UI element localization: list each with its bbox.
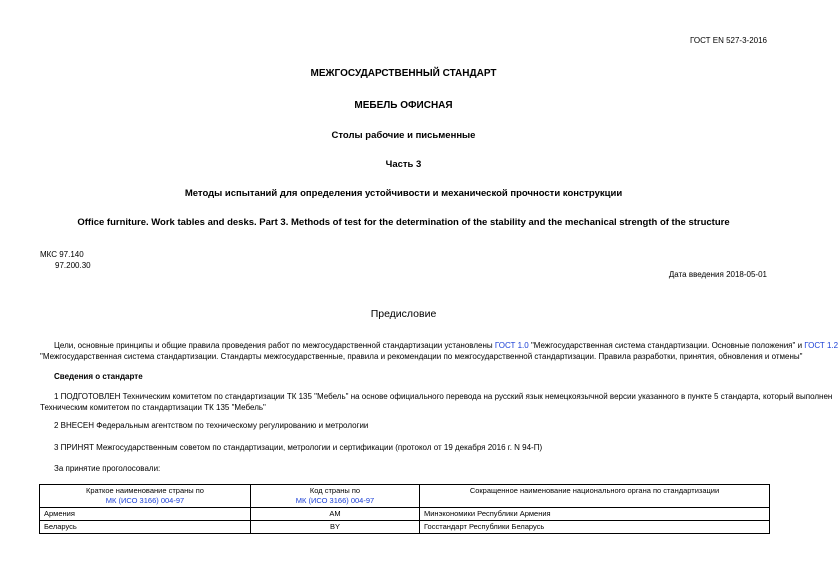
item-1-paragraph — [40, 391, 833, 413]
mk-iso-link[interactable]: МК (ИСО 3166) 004-97 — [295, 496, 375, 505]
paragraph-text: Цели, основные принципы и общие правила проведения работ по межгосударственной стандартизации установлены — [54, 341, 495, 350]
paragraph-text: "Межгосударственная система стандартизации. Основные положения" и — [528, 341, 805, 350]
header-text: Краткое наименование страны по — [86, 486, 204, 495]
document-id: ГОСТ EN 527-3-2016 — [690, 36, 767, 45]
table-header-cell — [251, 485, 420, 508]
english-title: Office furniture. Work tables and desks. Part 3. Methods of test for the determination of the stability and the mechanical strength of the structure — [77, 217, 730, 228]
gost-1-2-link[interactable]: ГОСТ 1.2 — [804, 341, 838, 350]
standards-body-cell: Минэкономики Республики Армения — [420, 508, 770, 521]
header-text: Сокращенное наименование национального органа по стандартизации — [469, 486, 720, 495]
country-name-cell: Беларусь — [40, 521, 251, 534]
item-3-paragraph: 3 ПРИНЯТ Межгосударственным советом по стандартизации, метрологии и сертификации (протокол от 19 декабря 2016 г. N 94-П) — [54, 443, 543, 452]
countries-table — [39, 484, 770, 534]
header-text: Код страны по — [309, 486, 361, 495]
part-heading: Часть 3 — [385, 159, 422, 170]
preface-heading: Предисловие — [370, 308, 437, 320]
mks-code-line: 97.200.30 — [55, 261, 91, 270]
paragraph-line: 1 ПОДГОТОВЛЕН Техническим комитетом по стандартизации ТК 135 "Мебель" на основе официального перевода на русский язык немецкоязычной версии указанного в пункте 5 стандарта, который выполнен — [54, 392, 833, 401]
section-heading: Сведения о стандарте — [54, 372, 143, 381]
table-header-cell — [420, 485, 770, 508]
subject-heading: Методы испытаний для определения устойчивости и механической прочности конструкции — [184, 188, 623, 199]
item-2-paragraph: 2 ВНЕСЕН Федеральным агентством по техническому регулированию и метрологии — [54, 421, 369, 430]
table-row — [40, 508, 770, 521]
intro-date: Дата введения 2018-05-01 — [668, 270, 767, 279]
country-code-cell: BY — [251, 521, 420, 534]
gost-1-0-link[interactable]: ГОСТ 1.0 — [494, 341, 529, 350]
table-header-row — [40, 485, 770, 508]
mks-code-line: МКС 97.140 — [40, 250, 84, 259]
mks-codes — [40, 249, 91, 271]
table-row — [40, 521, 770, 534]
paragraph-line: "Межгосударственная система стандартизации. Стандарты межгосударственные, правила и рекомендации по межгосударственной стандартизации. Правила разработки, принятия, обновления и отмены" — [40, 352, 803, 361]
country-name-cell: Армения — [40, 508, 251, 521]
document-title: МЕБЕЛЬ ОФИСНАЯ — [354, 100, 453, 111]
preface-paragraph — [40, 340, 838, 362]
mk-iso-link[interactable]: МК (ИСО 3166) 004-97 — [105, 496, 185, 505]
voted-label: За принятие проголосовали: — [54, 464, 161, 473]
country-code-cell: AM — [251, 508, 420, 521]
paragraph-line: Техническим комитетом по стандартизации ТК 135 "Мебель" — [40, 403, 266, 412]
table-header-cell — [40, 485, 251, 508]
document-subtitle: Столы рабочие и письменные — [331, 130, 476, 141]
standards-body-cell: Госстандарт Республики Беларусь — [420, 521, 770, 534]
standard-type-heading: МЕЖГОСУДАРСТВЕННЫЙ СТАНДАРТ — [310, 68, 497, 79]
paragraph-line — [40, 340, 838, 351]
